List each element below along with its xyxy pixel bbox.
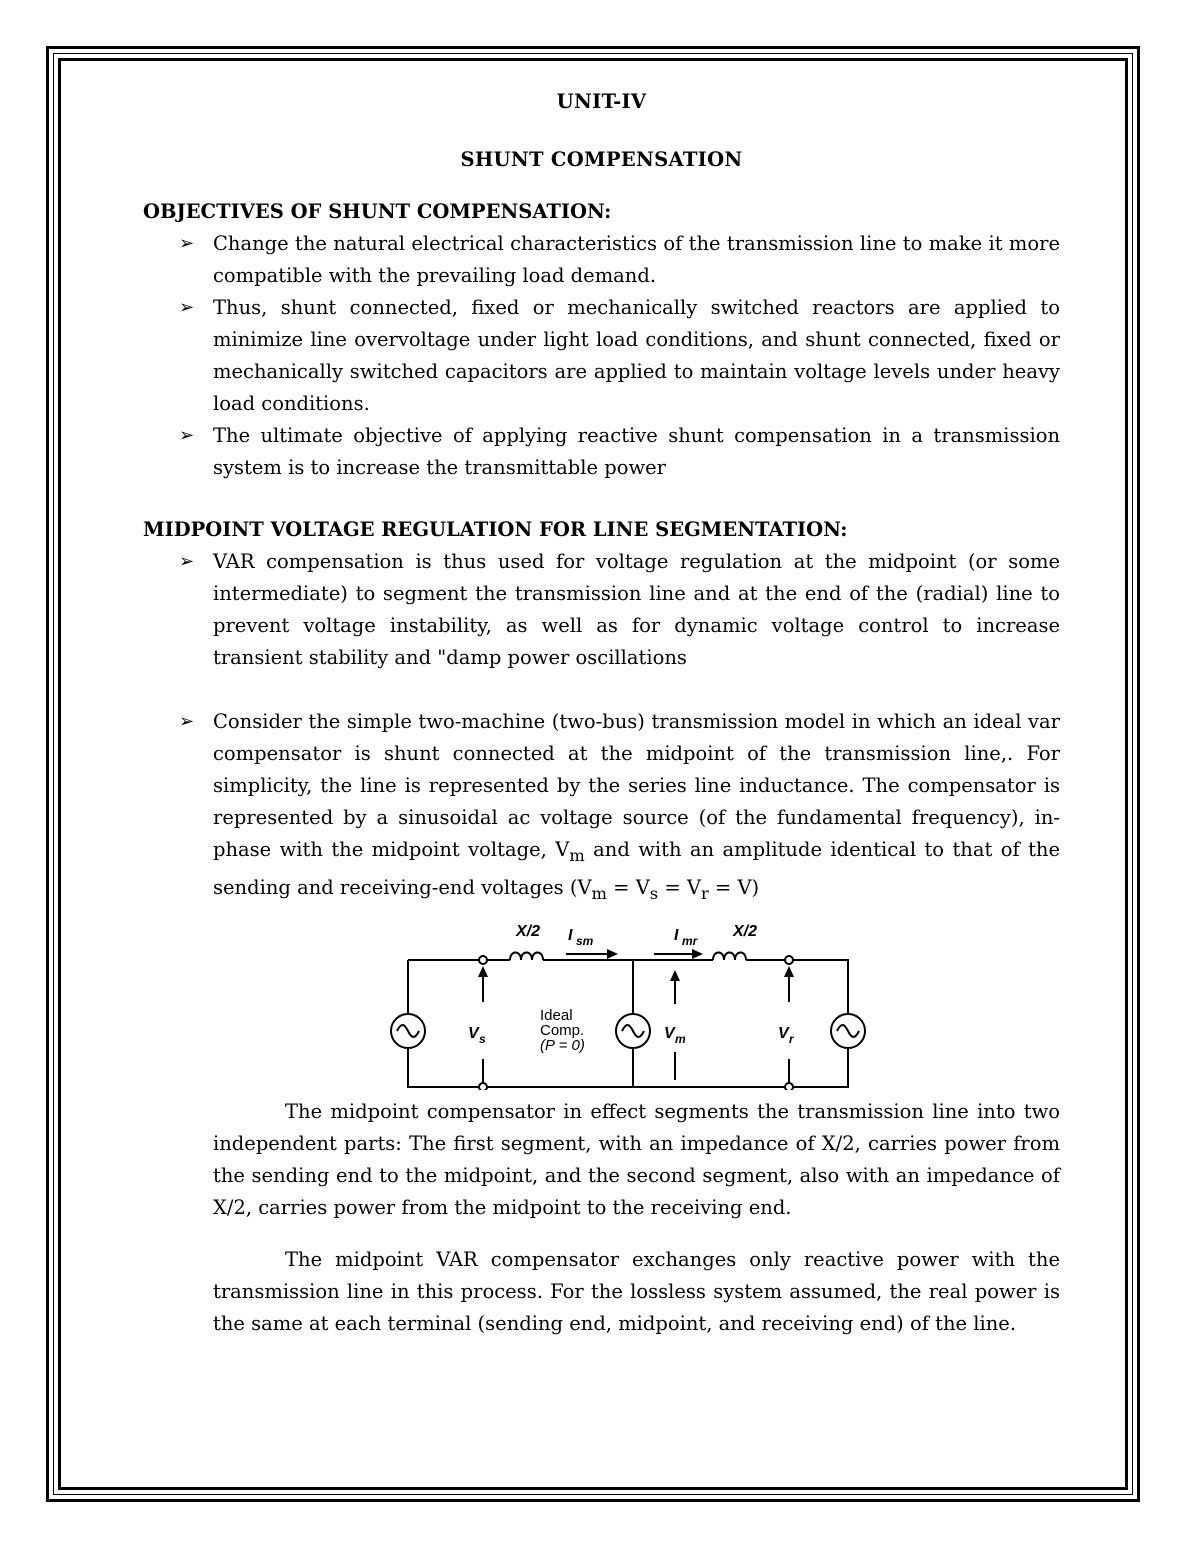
arrow-right-icon bbox=[692, 949, 703, 959]
list-item bbox=[179, 546, 1060, 674]
unit-title: UNIT-IV bbox=[556, 90, 647, 113]
inductor-right-icon bbox=[713, 952, 746, 960]
list-item-text: VAR compensation is thus used for voltage regulation at the midpoint (or some intermediate) to segment the transmission line and at the end of the (radial) line to prevent voltage instability, as well as for dynamic voltage control to increase transient stability and "damp power oscillations bbox=[213, 550, 1060, 669]
label-current-sub-mr: mr bbox=[682, 933, 698, 948]
subscript-m: m bbox=[591, 883, 607, 903]
label-p-zero: (P = 0) bbox=[540, 1036, 585, 1054]
arrow-bullet-icon: ➢ bbox=[179, 425, 195, 446]
equation-part: = V bbox=[658, 875, 701, 899]
paragraph-reactive-power: The midpoint VAR compensator exchanges only reactive power with the transmission line in this process. For the lossless system assumed, the real power is the same at each terminal (sending end, midpoint, and receiving end) of the line. bbox=[213, 1247, 1060, 1335]
label-voltage-v: V bbox=[778, 1024, 789, 1042]
paragraph-segments: The midpoint compensator in effect segments the transmission line into two independent parts: The first segment, with an impedance of X/2, carries power from the sending end to the midpoint, and the second segment, also with an impedance of X/2, carries power from the midpoint to the receiving end. bbox=[213, 1099, 1060, 1219]
model-text-part2: and with an amplitude identical to that of the sending and receiving-end voltages (V bbox=[213, 838, 1061, 899]
label-current-sub-sm: sm bbox=[576, 933, 594, 948]
equation-part: = V bbox=[606, 875, 650, 899]
label-current-i: I bbox=[674, 926, 679, 944]
list-item-text: Change the natural electrical characteristics of the transmission line to make it more compatible with the prevailing load demand. bbox=[213, 232, 1060, 287]
list-item bbox=[179, 228, 1060, 292]
sine-wave-icon bbox=[837, 1025, 859, 1037]
label-voltage-sub-r: r bbox=[789, 1031, 794, 1046]
section-heading-midpoint: MIDPOINT VOLTAGE REGULATION FOR LINE SEGMENTATION: bbox=[143, 518, 848, 541]
label-voltage-v: V bbox=[664, 1024, 675, 1042]
list-item bbox=[179, 292, 1060, 420]
sine-wave-icon bbox=[622, 1025, 644, 1037]
label-current-i: I bbox=[568, 926, 573, 944]
node-terminal bbox=[479, 956, 487, 964]
model-text-part1: Consider the simple two-machine (two-bus) transmission model in which an ideal var compensator is shunt connected at the midpoint of the transmission line,. For simplicity, the line is represented by the series line inductance. The compensator is represented by a sinusoidal ac voltage source (of the fundamental frequency), in-phase with the midpoint voltage, V bbox=[213, 710, 1060, 861]
page-content bbox=[143, 86, 1060, 1340]
subscript-m: m bbox=[569, 845, 585, 865]
equation-part: = V) bbox=[708, 875, 760, 899]
arrow-right-icon bbox=[607, 949, 618, 959]
arrow-bullet-icon: ➢ bbox=[179, 233, 195, 254]
list-item-text: Thus, shunt connected, fixed or mechanically switched reactors are applied to minimize line overvoltage under light load conditions, and shunt connected, fixed or mechanically switched capacitors are applied to maintain voltage levels under heavy load conditions. bbox=[213, 296, 1060, 415]
label-x2-left: X/2 bbox=[516, 922, 541, 940]
label-voltage-v: V bbox=[468, 1024, 479, 1042]
midpoint-list bbox=[143, 546, 1060, 674]
section-heading-objectives: OBJECTIVES OF SHUNT COMPENSATION: bbox=[143, 200, 612, 223]
arrow-up-icon bbox=[670, 970, 680, 981]
list-item bbox=[179, 420, 1060, 484]
node-terminal bbox=[785, 1083, 793, 1090]
list-item-text bbox=[213, 710, 1061, 903]
arrow-bullet-icon: ➢ bbox=[179, 711, 195, 732]
circuit-svg bbox=[388, 912, 888, 1090]
label-x2-right: X/2 bbox=[733, 922, 758, 940]
circuit-wires bbox=[408, 960, 848, 1087]
label-voltage-sub-m: m bbox=[675, 1031, 686, 1046]
arrow-bullet-icon: ➢ bbox=[179, 551, 195, 572]
objectives-list bbox=[143, 228, 1060, 484]
model-list bbox=[143, 706, 1060, 910]
arrow-bullet-icon: ➢ bbox=[179, 297, 195, 318]
chapter-title: SHUNT COMPENSATION bbox=[460, 148, 743, 171]
circuit-diagram bbox=[388, 912, 888, 1090]
arrow-heads bbox=[478, 949, 794, 981]
sine-wave-icon bbox=[397, 1025, 419, 1037]
arrow-up-icon bbox=[784, 966, 794, 977]
subscript-r: r bbox=[700, 883, 709, 903]
label-ideal: Ideal bbox=[540, 1006, 573, 1024]
node-terminal bbox=[479, 1083, 487, 1090]
label-comp: Comp. bbox=[540, 1021, 585, 1039]
subscript-s: s bbox=[649, 883, 659, 903]
inductor-left-icon bbox=[510, 952, 543, 960]
arrow-up-icon bbox=[478, 966, 488, 977]
list-item-text: The ultimate objective of applying reactive shunt compensation in a transmission system is to increase the transmittable power bbox=[213, 424, 1060, 479]
spacer bbox=[143, 674, 1060, 706]
label-voltage-sub-s: s bbox=[479, 1031, 486, 1046]
node-terminal bbox=[785, 956, 793, 964]
list-item bbox=[179, 706, 1061, 910]
